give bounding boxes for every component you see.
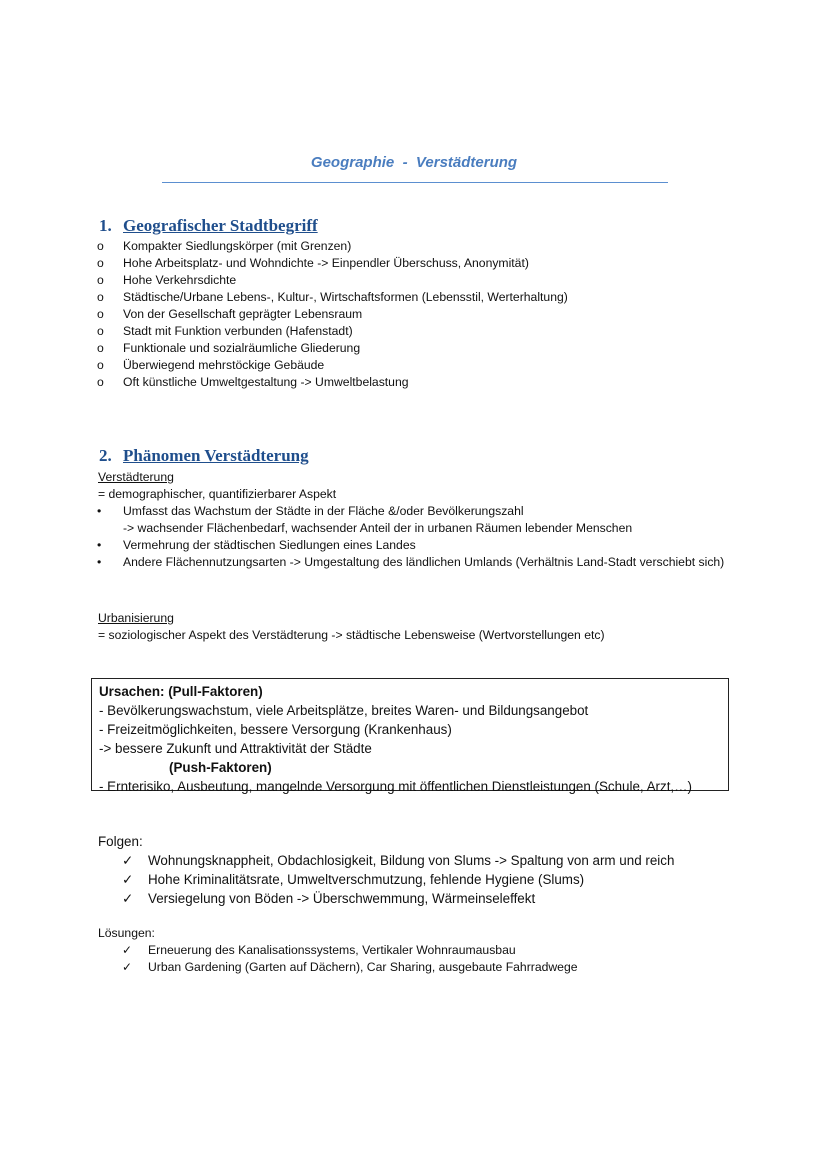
list-item: o Städtische/Urbane Lebens-, Kultur-, Wirtschaftsformen (Lebensstil, Werterhaltung): [97, 290, 568, 304]
bullet-icon: •: [97, 555, 102, 569]
section-2-list: [97, 503, 727, 571]
section-1-title: Geografischer Stadtbegriff: [123, 216, 318, 235]
pull-factors-title: Ursachen: (Pull-Faktoren): [99, 684, 263, 699]
solutions-list: [122, 942, 578, 976]
circle-bullet-icon: o: [97, 375, 104, 389]
term-urbanisierung: Urbanisierung: [98, 611, 174, 625]
causes-box: [91, 678, 729, 794]
list-item: ✓ Hohe Kriminalitätsrate, Umweltverschmutzung, fehlende Hygiene (Slums): [122, 872, 585, 887]
list-item: • Umfasst das Wachstum der Städte in der Fläche &/oder Bevölkerungszahl -> wachsender Flächenbedarf, wachsender Anteil der in urbanen Räumen lebender Menschen: [97, 503, 727, 537]
list-item: ✓ Versiegelung von Böden -> Überschwemmung, Wärmeinseleffekt: [122, 891, 536, 906]
circle-bullet-icon: o: [97, 256, 104, 270]
circle-bullet-icon: o: [97, 273, 104, 287]
section-1-list: [97, 238, 568, 391]
circle-bullet-icon: o: [97, 341, 104, 355]
bullet-icon: •: [97, 538, 102, 552]
checkmark-icon: ✓: [122, 891, 134, 906]
pull-factor-line: - Bevölkerungswachstum, viele Arbeitsplätze, breites Waren- und Bildungsangebot: [99, 703, 589, 718]
list-item: ✓ Wohnungsknappheit, Obdachlosigkeit, Bildung von Slums -> Spaltung von arm und reich: [122, 853, 675, 868]
circle-bullet-icon: o: [97, 239, 104, 253]
checkmark-icon: ✓: [122, 872, 134, 887]
urbanisierung-term: [98, 610, 605, 644]
checkmark-icon: ✓: [122, 853, 134, 868]
section-2-heading: [99, 446, 309, 466]
list-item: o Stadt mit Funktion verbunden (Hafenstadt): [97, 324, 353, 338]
list-item: • Vermehrung der städtischen Siedlungen eines Landes: [97, 538, 416, 552]
pull-factor-line: - Freizeitmöglichkeiten, bessere Versorgung (Krankenhaus): [99, 722, 452, 737]
list-item: o Überwiegend mehrstöckige Gebäude: [97, 358, 325, 372]
checkmark-icon: ✓: [122, 943, 133, 957]
circle-bullet-icon: o: [97, 358, 104, 372]
list-item: o Kompakter Siedlungskörper (mit Grenzen): [97, 239, 352, 253]
consequences-list: [122, 851, 674, 908]
circle-bullet-icon: o: [97, 307, 104, 321]
list-item: o Hohe Arbeitsplatz- und Wohndichte -> Einpendler Überschuss, Anonymität): [97, 256, 529, 270]
bullet-icon: •: [97, 504, 102, 518]
solutions-label: Lösungen:: [98, 926, 155, 940]
list-item: o Funktionale und sozialräumliche Gliederung: [97, 341, 361, 355]
definition-verstaedterung: = demographischer, quantifizierbarer Aspekt: [98, 487, 337, 501]
list-item: o Hohe Verkehrsdichte: [97, 273, 237, 287]
list-item: o Von der Gesellschaft geprägter Lebensraum: [97, 307, 363, 321]
list-item: o Oft künstliche Umweltgestaltung -> Umweltbelastung: [97, 375, 409, 389]
checkmark-icon: ✓: [122, 960, 133, 974]
push-factor-line: - Ernterisiko, Ausbeutung, mangelnde Versorgung mit öffentlichen Dienstleistungen (Schule, Arzt,…): [99, 779, 692, 794]
list-item: • Andere Flächennutzungsarten -> Umgestaltung des ländlichen Umlands (Verhältnis Land-Stadt verschiebt sich): [97, 555, 725, 569]
verstaedterung-term: [98, 469, 336, 503]
pull-factor-line: -> bessere Zukunft und Attraktivität der Städte: [99, 741, 372, 756]
push-factors-title: (Push-Faktoren): [169, 760, 272, 775]
section-1-number: 1.: [99, 216, 112, 235]
term-verstaedterung: Verstädterung: [98, 470, 174, 484]
section-2-title: Phänomen Verstädterung: [123, 446, 309, 465]
list-item: ✓ Erneuerung des Kanalisationssystems, Vertikaler Wohnraumausbau: [122, 943, 516, 957]
section-2-number: 2.: [99, 446, 112, 465]
circle-bullet-icon: o: [97, 290, 104, 304]
section-1-heading: [99, 216, 318, 236]
circle-bullet-icon: o: [97, 324, 104, 338]
list-item-sub: -> wachsender Flächenbedarf, wachsender Anteil der in urbanen Räumen lebender Menschen: [123, 521, 633, 535]
document-title: Geographie - Verstädterung: [310, 154, 518, 171]
definition-urbanisierung: = soziologischer Aspekt des Verstädterung -> städtische Lebensweise (Wertvorstellungen etc): [98, 628, 605, 642]
consequences-label: Folgen:: [98, 834, 143, 849]
list-item: ✓ Urban Gardening (Garten auf Dächern), Car Sharing, ausgebaute Fahrradwege: [122, 960, 578, 974]
title-underline: [162, 182, 668, 183]
